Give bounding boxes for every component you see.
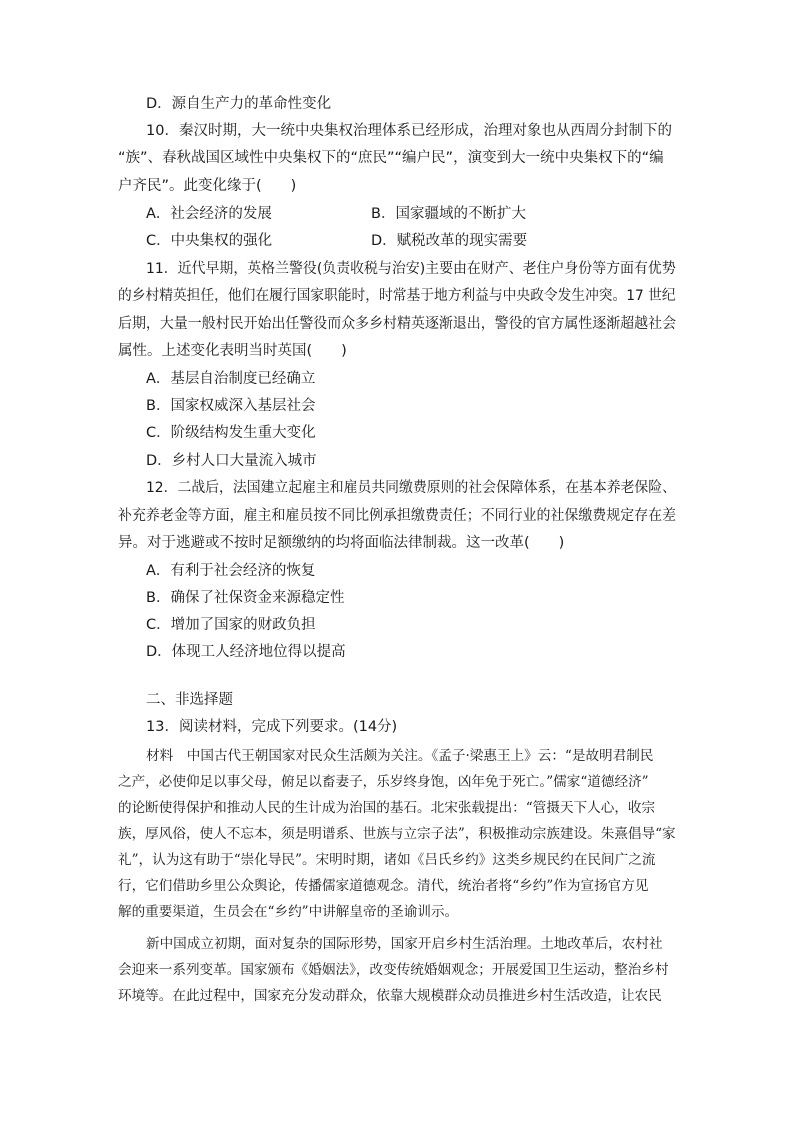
q13-material-line-1: 材料 中国古代王朝国家对民众生活颇为关注。《孟子·梁惠王上》云：“是故明君制民 xyxy=(146,748,654,764)
q10-option-a[interactable]: A．社会经济的发展 xyxy=(146,206,272,222)
q12-stem-line-3: 异。对于逃避或不按时足额缴纳的均将面临法律制裁。这一改革( ) xyxy=(118,535,565,551)
q10-stem-line-1: 10．秦汉时期，大一统中央集权治理体系已经形成，治理对象也从西周分封制下的 xyxy=(146,123,672,139)
q13-material-line-4: 族，厚风俗，使人不忘本，须是明谱系、世族与立宗子法”，积极推动宗族建设。朱熹倡导“家 xyxy=(118,826,676,842)
q13-material-line-2: 之产，必使仰足以事父母，俯足以畜妻子，乐岁终身饱，凶年免于死亡。”儒家“道德经济” xyxy=(118,774,649,790)
q11-option-a[interactable]: A．基层自治制度已经确立 xyxy=(146,371,316,387)
section-heading-non-choice: 二、非选择题 xyxy=(146,692,233,708)
q12-option-b[interactable]: B．确保了社保资金来源稳定性 xyxy=(146,590,345,606)
q11-option-d[interactable]: D．乡村人口大量流入城市 xyxy=(146,453,317,469)
q11-stem-line-1: 11．近代早期，英格兰警役(负责收税与治安)主要由在财产、老住户身份等方面有优势 xyxy=(146,261,676,277)
q10-stem-line-2: “族”、春秋战国区域性中央集权下的“庶民”“编户民”，演变到大一统中央集权下的“编 xyxy=(118,150,664,166)
q12-stem-line-1: 12．二战后，法国建立起雇主和雇员共同缴费原则的社会保障体系，在基本养老保险、 xyxy=(146,480,676,496)
q11-option-b[interactable]: B．国家权威深入基层社会 xyxy=(146,398,316,414)
q12-option-c[interactable]: C．增加了国家的财政负担 xyxy=(146,617,316,633)
q12-option-a[interactable]: A．有利于社会经济的恢复 xyxy=(146,563,316,579)
q9-option-d: D．源自生产力的革命性变化 xyxy=(146,96,332,112)
q10-option-d[interactable]: D．赋税改革的现实需要 xyxy=(371,233,528,249)
q11-option-c[interactable]: C．阶级结构发生重大变化 xyxy=(146,425,316,441)
q13-material-line-10: 环境等。在此过程中，国家充分发动群众，依靠大规模群众动员推进乡村生活改造，让农民 xyxy=(118,988,662,1004)
q13-material-line-9: 会迎来一系列变革。国家颁布《婚姻法》，改变传统婚姻观念；开展爱国卫生运动，整治乡村 xyxy=(118,962,669,978)
q13-material-line-6: 行，它们借助乡里公众舆论，传播儒家道德观念。清代，统治者将“乡约”作为宣扬官方见 xyxy=(118,878,649,894)
q10-option-b[interactable]: B．国家疆域的不断扩大 xyxy=(371,206,526,222)
q13-material-line-3: 的论断使得保护和推动人民的生计成为治国的基石。北宋张载提出：“管摄天下人心，收宗 xyxy=(118,800,656,816)
q12-stem-line-2: 补充养老金等方面，雇主和雇员按不同比例承担缴费责任；不同行业的社保缴费规定存在差 xyxy=(118,508,677,524)
q13-material-line-7: 解的重要渠道，生员会在“乡约”中讲解皇帝的圣谕训示。 xyxy=(118,904,459,920)
q10-option-c[interactable]: C．中央集权的强化 xyxy=(146,233,273,249)
q10-stem-line-3: 户齐民”。此变化缘于( ) xyxy=(118,178,297,194)
q13-title: 13．阅读材料，完成下列要求。(14分) xyxy=(146,719,398,735)
q11-stem-line-4: 属性。上述变化表明当时英国( ) xyxy=(118,343,347,359)
q11-stem-line-2: 的乡村精英担任，他们在履行国家职能时，时常基于地方利益与中央政令发生冲突。17 世纪 xyxy=(118,288,676,304)
q13-material-line-8: 新中国成立初期，面对复杂的国际形势，国家开启乡村生活治理。土地改革后，农村社 xyxy=(146,936,663,952)
q13-material-line-5: 礼”，认为这有助于“崇化导民”。宋明时期，诸如《吕氏乡约》这类乡规民约在民间广之流 xyxy=(118,852,656,868)
q11-stem-line-3: 后期，大量一般村民开始出任警役而众多乡村精英逐渐退出，警役的官方属性逐渐超越社会 xyxy=(118,316,677,332)
q12-option-d[interactable]: D．体现工人经济地位得以提高 xyxy=(146,644,346,660)
